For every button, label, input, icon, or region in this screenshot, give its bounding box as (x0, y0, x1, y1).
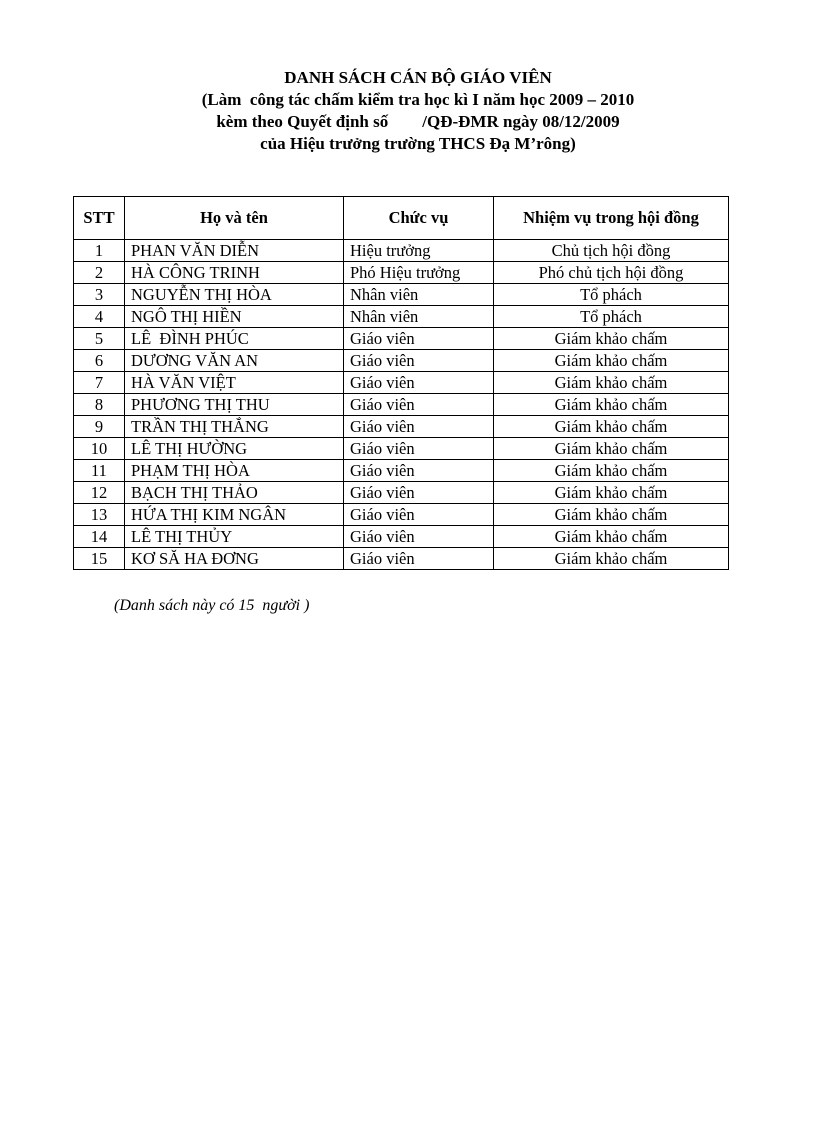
table-row (74, 262, 729, 284)
stt-cell: 13 (74, 504, 125, 526)
document-header (0, 67, 816, 155)
stt-cell: 10 (74, 438, 125, 460)
column-header-duty: Nhiệm vụ trong hội đồng (494, 197, 729, 240)
stt-cell: 11 (74, 460, 125, 482)
stt-cell: 2 (74, 262, 125, 284)
duty-cell: Chủ tịch hội đồng (494, 240, 729, 262)
document-title: DANH SÁCH CÁN BỘ GIÁO VIÊN (284, 68, 552, 87)
duty-cell: Tổ phách (494, 284, 729, 306)
role-cell: Giáo viên (344, 548, 494, 570)
table-row (74, 328, 729, 350)
stt-cell: 9 (74, 416, 125, 438)
staff-table (73, 196, 729, 570)
table-row (74, 438, 729, 460)
column-header-role: Chức vụ (344, 197, 494, 240)
name-cell: PHƯƠNG THỊ THU (125, 394, 344, 416)
duty-cell: Giám khảo chấm (494, 328, 729, 350)
stt-cell: 1 (74, 240, 125, 262)
table-header-row (74, 197, 729, 240)
table-row (74, 394, 729, 416)
role-cell: Giáo viên (344, 460, 494, 482)
name-cell: TRẦN THỊ THẮNG (125, 416, 344, 438)
document-subtitle-line-2: kèm theo Quyết định số /QĐ-ĐMR ngày 08/12/2009 (216, 112, 620, 131)
stt-cell: 15 (74, 548, 125, 570)
table-row (74, 284, 729, 306)
role-cell: Giáo viên (344, 416, 494, 438)
name-cell: DƯƠNG VĂN AN (125, 350, 344, 372)
role-cell: Giáo viên (344, 482, 494, 504)
role-cell: Phó Hiệu trưởng (344, 262, 494, 284)
stt-cell: 14 (74, 526, 125, 548)
duty-cell: Giám khảo chấm (494, 372, 729, 394)
name-cell: HỨA THỊ KIM NGÂN (125, 504, 344, 526)
role-cell: Nhân viên (344, 306, 494, 328)
table-row (74, 350, 729, 372)
table-body (74, 240, 729, 570)
document-subtitle-line-1: (Làm công tác chấm kiểm tra học kì I năm học 2009 – 2010 (201, 90, 635, 109)
stt-cell: 7 (74, 372, 125, 394)
role-cell: Nhân viên (344, 284, 494, 306)
stt-cell: 8 (74, 394, 125, 416)
name-cell: NGÔ THỊ HIỀN (125, 306, 344, 328)
table-row (74, 548, 729, 570)
column-header-stt: STT (74, 197, 125, 240)
table-row (74, 482, 729, 504)
name-cell: PHẠM THỊ HÒA (125, 460, 344, 482)
stt-cell: 12 (74, 482, 125, 504)
role-cell: Giáo viên (344, 504, 494, 526)
stt-cell: 4 (74, 306, 125, 328)
duty-cell: Giám khảo chấm (494, 350, 729, 372)
role-cell: Hiệu trưởng (344, 240, 494, 262)
column-header-name: Họ và tên (125, 197, 344, 240)
name-cell: HÀ CÔNG TRINH (125, 262, 344, 284)
role-cell: Giáo viên (344, 350, 494, 372)
name-cell: NGUYỄN THỊ HÒA (125, 284, 344, 306)
duty-cell: Phó chủ tịch hội đồng (494, 262, 729, 284)
stt-cell: 6 (74, 350, 125, 372)
table-row (74, 372, 729, 394)
stt-cell: 3 (74, 284, 125, 306)
duty-cell: Giám khảo chấm (494, 438, 729, 460)
list-count-note: (Danh sách này có 15 người ) (114, 597, 310, 614)
role-cell: Giáo viên (344, 526, 494, 548)
duty-cell: Giám khảo chấm (494, 394, 729, 416)
table-row (74, 504, 729, 526)
name-cell: PHAN VĂN DIỄN (125, 240, 344, 262)
table-row (74, 460, 729, 482)
document-subtitle-line-3: của Hiệu trưởng trường THCS Đạ M’rông) (260, 134, 576, 153)
duty-cell: Giám khảo chấm (494, 482, 729, 504)
name-cell: KƠ SĂ HA ĐƠNG (125, 548, 344, 570)
duty-cell: Giám khảo chấm (494, 460, 729, 482)
role-cell: Giáo viên (344, 372, 494, 394)
duty-cell: Giám khảo chấm (494, 416, 729, 438)
duty-cell: Giám khảo chấm (494, 504, 729, 526)
name-cell: BẠCH THỊ THẢO (125, 482, 344, 504)
duty-cell: Giám khảo chấm (494, 526, 729, 548)
table-row (74, 240, 729, 262)
role-cell: Giáo viên (344, 328, 494, 350)
duty-cell: Tổ phách (494, 306, 729, 328)
role-cell: Giáo viên (344, 394, 494, 416)
name-cell: HÀ VĂN VIỆT (125, 372, 344, 394)
stt-cell: 5 (74, 328, 125, 350)
name-cell: LÊ THỊ HƯỜNG (125, 438, 344, 460)
table-row (74, 416, 729, 438)
name-cell: LÊ THỊ THỦY (125, 526, 344, 548)
name-cell: LÊ ĐÌNH PHÚC (125, 328, 344, 350)
table-row (74, 306, 729, 328)
duty-cell: Giám khảo chấm (494, 548, 729, 570)
table-row (74, 526, 729, 548)
role-cell: Giáo viên (344, 438, 494, 460)
